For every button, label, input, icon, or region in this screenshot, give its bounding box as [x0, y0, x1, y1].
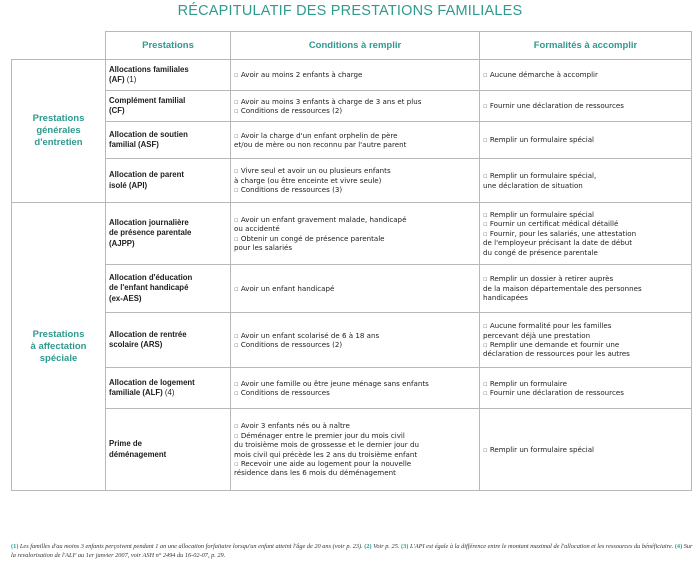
bullet-text: Recevoir une aide au logement pour la nouvelle — [240, 458, 412, 468]
bullet-text: ou accidenté — [234, 224, 280, 234]
bullet-text: Obtenir un congé de présence parentale — [240, 233, 385, 243]
bullet-line — [483, 284, 688, 293]
bullet-line — [234, 459, 476, 468]
bullet-text: Conditions de ressources (2) — [240, 106, 343, 115]
footnote-text: Sur la revalorisation de l'ALF au 1er janvier 2007, voir ASH n° 2494 du 16-02-07, p. 29. — [11, 543, 693, 559]
bullet-icon: ▫ — [483, 228, 488, 238]
bullet-icon: ▫ — [234, 458, 239, 468]
bullet-text: Remplir un dossier à retirer auprès — [489, 274, 614, 284]
prestation-name-text: Allocations familiales — [109, 64, 189, 74]
bullet-text: Remplir un formulaire spécial — [489, 444, 595, 454]
group-label-line: spéciale — [39, 352, 78, 364]
table-row — [12, 368, 692, 409]
prestation-name-line — [109, 96, 227, 106]
prestation-name — [106, 122, 231, 159]
bullet-line — [234, 224, 476, 233]
bullet-text: Remplir un formulaire spécial, — [489, 171, 597, 181]
bullet-text: Avoir un enfant scolarisé de 6 à 18 ans — [240, 330, 380, 340]
bullet-text: percevant déjà une prestation — [483, 330, 591, 340]
bullet-icon: ▫ — [234, 430, 239, 440]
prestation-name-text: scolaire (ARS) — [109, 340, 163, 349]
header-corner — [12, 32, 106, 60]
bullet-icon: ▫ — [234, 283, 239, 293]
table-row — [12, 159, 692, 203]
bullet-text: du troisième mois de grossesse et le dernier jour du — [234, 440, 419, 450]
prestation-name-line — [109, 450, 227, 460]
bullet-icon: ▫ — [483, 378, 488, 388]
prestation-name-text: de présence parentale — [109, 228, 192, 238]
prestation-name-text: (CF) — [109, 106, 125, 115]
prestation-name-line — [109, 181, 227, 191]
formalites-cell — [480, 159, 692, 203]
bullet-text: de la maison départementale des personnes — [483, 283, 642, 293]
table-row — [12, 60, 692, 91]
bullet-line — [234, 450, 476, 459]
group-label-line: Prestations — [32, 328, 85, 340]
bullet-line — [234, 440, 476, 449]
bullet-text: Avoir au moins 2 enfants à charge — [240, 70, 363, 80]
table-row — [12, 203, 692, 265]
prestation-name-line — [109, 239, 227, 249]
bullet-text: Avoir 3 enfants nés ou à naître — [240, 421, 350, 431]
bullet-line — [234, 215, 476, 224]
bullet-icon: ▫ — [483, 171, 488, 181]
footnote-number: (4) — [674, 543, 683, 550]
bullet-text: Conditions de ressources (3) — [240, 185, 343, 195]
header-prestations: Prestations — [106, 32, 231, 60]
bullet-line — [234, 468, 476, 477]
bullet-text: Avoir au moins 3 enfants à charge de 3 ans et plus — [240, 96, 422, 106]
prestation-name-line — [109, 340, 227, 350]
prestation-name — [106, 203, 231, 265]
bullet-icon: ▫ — [234, 96, 239, 106]
prestation-name — [106, 91, 231, 122]
formalites-cell — [480, 313, 692, 368]
prestation-name-line — [109, 106, 227, 116]
formalites-cell — [480, 409, 692, 491]
header-conditions: Conditions à remplir — [231, 32, 480, 60]
conditions-cell — [231, 122, 480, 159]
bullet-text: Remplir un formulaire spécial — [489, 135, 595, 145]
prestation-name-text: déménagement — [109, 449, 167, 459]
bullet-text: de l'employeur précisant la date de début — [483, 238, 633, 248]
bullet-icon: ▫ — [234, 421, 239, 431]
footnote-number: (2) — [364, 543, 372, 550]
footnote-number: (1) — [11, 543, 19, 550]
group-label-line: générales — [36, 125, 81, 136]
bullet-icon: ▫ — [483, 101, 488, 111]
bullet-icon: ▫ — [234, 70, 239, 80]
bullet-line — [483, 181, 688, 190]
bullet-line — [483, 171, 688, 180]
prestation-name-line — [109, 439, 227, 449]
bullet-text: Remplir un formulaire — [489, 378, 568, 388]
bullet-line — [483, 388, 688, 397]
prestation-name-text: (AF) — [109, 75, 125, 84]
formalites-cell — [480, 368, 692, 409]
bullet-text: Conditions de ressources — [240, 388, 330, 397]
prestation-name — [106, 159, 231, 203]
bullet-icon: ▫ — [234, 106, 239, 115]
bullet-line — [234, 340, 476, 349]
table-row — [12, 265, 692, 313]
bullet-line — [483, 101, 688, 110]
prestation-name-line — [109, 330, 227, 340]
bullet-text: Aucune formalité pour les familles — [489, 321, 612, 331]
group-label — [12, 60, 106, 203]
bullet-text: Aucune démarche à accomplir — [489, 70, 598, 80]
bullet-line — [483, 135, 688, 144]
bullet-text: Remplir un formulaire spécial — [489, 209, 595, 219]
bullet-icon: ▫ — [483, 274, 488, 284]
footnote-text: L'API est égale à la différence entre le montant maximal de l'allocation et les ressources du bénéficiaire. — [409, 543, 674, 550]
prestation-name-text: isolé (API) — [109, 180, 148, 190]
bullet-line — [483, 238, 688, 247]
bullet-icon: ▫ — [234, 185, 239, 195]
bullet-line — [234, 131, 476, 140]
bullet-text: Avoir un enfant gravement malade, handicapé — [240, 214, 407, 224]
conditions-cell — [231, 60, 480, 91]
prestation-name-text: familial (ASF) — [109, 140, 159, 149]
bullet-text: Déménager entre le premier jour du mois civil — [240, 430, 405, 440]
bullet-text: Fournir une déclaration de ressources — [489, 388, 624, 397]
conditions-cell — [231, 91, 480, 122]
prestation-name-line — [109, 378, 227, 388]
prestation-name-line — [109, 218, 227, 228]
bullet-icon: ▫ — [483, 135, 488, 145]
group-label-line: Prestations — [32, 113, 85, 124]
bullet-text: mois civil qui précède les 2 ans du troisième enfant — [234, 449, 418, 459]
bullet-text: Fournir une déclaration de ressources — [489, 101, 624, 111]
bullet-icon: ▫ — [483, 388, 488, 397]
bullet-text: Fournir, pour les salariés, une attestation — [489, 228, 637, 238]
bullet-line — [234, 140, 476, 149]
bullet-line — [483, 248, 688, 257]
prestation-name-text: Allocation de logement — [109, 377, 195, 387]
prestation-name-text: Allocation de soutien — [109, 129, 188, 139]
prestation-ref: (1) — [126, 75, 137, 84]
bullet-icon: ▫ — [483, 209, 488, 219]
formalites-cell — [480, 91, 692, 122]
prestation-name-text: (ex-AES) — [109, 293, 142, 303]
table-row — [12, 313, 692, 368]
prestation-name-text: Prime de — [109, 439, 142, 449]
bullet-icon: ▫ — [234, 330, 239, 340]
prestation-name-text: Allocation d'éducation — [109, 273, 193, 283]
bullet-icon: ▫ — [234, 130, 239, 140]
bullet-line — [483, 445, 688, 454]
prestation-name-line — [109, 388, 227, 398]
recap-table — [11, 31, 692, 491]
prestation-name-text: Allocation de rentrée — [109, 329, 187, 339]
prestation-name-line — [109, 170, 227, 180]
bullet-text: résidence dans les 6 mois du déménagement — [234, 468, 396, 478]
footnote-text: Les familles d'au moins 3 enfants perçoivent pendant 1 an une allocation forfaitaire lorsqu'un enfant atteint l'âge de 20 ans (voir p. 23). — [19, 543, 363, 550]
bullet-line — [234, 106, 476, 115]
prestation-name-line — [109, 75, 227, 85]
bullet-icon: ▫ — [483, 444, 488, 454]
bullet-line — [234, 379, 476, 388]
formalites-cell — [480, 60, 692, 91]
page-title: RÉCAPITULATIF DES PRESTATIONS FAMILIALES — [177, 3, 523, 19]
table-header-row — [12, 32, 692, 60]
prestation-name-line — [109, 283, 227, 293]
bullet-icon: ▫ — [234, 233, 239, 243]
bullet-icon: ▫ — [483, 70, 488, 80]
prestation-ref: (4) — [164, 388, 175, 397]
prestation-name — [106, 313, 231, 368]
bullet-icon: ▫ — [234, 378, 239, 388]
bullet-text: Vivre seul et avoir un ou plusieurs enfants — [240, 166, 391, 176]
table-body — [12, 32, 692, 491]
prestation-name — [106, 265, 231, 313]
bullet-line — [234, 166, 476, 175]
prestation-name-text: familiale (ALF) — [109, 388, 163, 397]
group-label-line: à affectation — [30, 340, 87, 352]
bullet-text: Remplir une demande et fournir une — [489, 340, 620, 349]
prestation-name-line — [109, 228, 227, 238]
prestation-name-line — [109, 130, 227, 140]
bullet-line — [483, 210, 688, 219]
bullet-text: et/ou de mère ou non reconnu par l'autre parent — [234, 140, 407, 149]
bullet-text: Avoir une famille ou être jeune ménage sans enfants — [240, 378, 429, 388]
bullet-line — [234, 234, 476, 243]
bullet-line — [234, 421, 476, 430]
prestation-name — [106, 409, 231, 491]
table-row — [12, 122, 692, 159]
bullet-icon: ▫ — [234, 388, 239, 397]
conditions-cell — [231, 203, 480, 265]
prestation-name-text: (AJPP) — [109, 238, 135, 248]
prestation-name-line — [109, 294, 227, 304]
bullet-line — [234, 243, 476, 252]
bullet-line — [483, 379, 688, 388]
bullet-line — [234, 176, 476, 185]
conditions-cell — [231, 265, 480, 313]
bullet-line — [483, 349, 688, 358]
formalites-cell — [480, 203, 692, 265]
formalites-cell — [480, 265, 692, 313]
bullet-text: handicapées — [483, 293, 528, 303]
prestation-name — [106, 60, 231, 91]
bullet-text: une déclaration de situation — [483, 180, 583, 190]
footnotes — [11, 542, 693, 560]
bullet-line — [483, 229, 688, 238]
bullet-line — [483, 340, 688, 349]
prestation-name — [106, 368, 231, 409]
prestation-name-line — [109, 65, 227, 75]
footnote-number: (3) — [401, 543, 409, 550]
prestation-name-line — [109, 273, 227, 283]
bullet-line — [483, 293, 688, 302]
prestation-name-text: de l'enfant handicapé — [109, 283, 189, 293]
prestation-name-line — [109, 140, 227, 150]
bullet-text: Fournir un certificat médical détaillé — [489, 219, 619, 229]
bullet-line — [234, 97, 476, 106]
bullet-text: du congé de présence parentale — [483, 247, 598, 257]
bullet-line — [483, 321, 688, 330]
table-row — [12, 91, 692, 122]
bullet-icon: ▫ — [234, 166, 239, 176]
bullet-icon: ▫ — [483, 340, 488, 349]
bullet-text: pour les salariés — [234, 242, 293, 252]
header-formalites: Formalités à accomplir — [480, 32, 692, 60]
bullet-line — [234, 70, 476, 79]
bullet-line — [483, 331, 688, 340]
bullet-line — [234, 331, 476, 340]
bullet-line — [483, 219, 688, 228]
bullet-icon: ▫ — [234, 214, 239, 224]
bullet-text: déclaration de ressources pour les autres — [483, 349, 630, 359]
bullet-icon: ▫ — [483, 219, 488, 229]
footnote-text: Voir p. 25. — [373, 543, 400, 550]
conditions-cell — [231, 368, 480, 409]
conditions-cell — [231, 159, 480, 203]
prestation-name-text: Allocation de parent — [109, 170, 184, 180]
prestation-name-text: Complément familial — [109, 95, 186, 105]
group-label-line: d'entretien — [34, 137, 83, 148]
prestation-name-text: Allocation journalière — [109, 218, 189, 228]
formalites-cell — [480, 122, 692, 159]
bullet-line — [483, 274, 688, 283]
bullet-line — [234, 284, 476, 293]
bullet-line — [234, 388, 476, 397]
bullet-text: Conditions de ressources (2) — [240, 340, 343, 349]
bullet-text: Avoir un enfant handicapé — [240, 283, 335, 293]
conditions-cell — [231, 409, 480, 491]
bullet-line — [234, 185, 476, 194]
bullet-icon: ▫ — [234, 340, 239, 349]
table-row — [12, 409, 692, 491]
conditions-cell — [231, 313, 480, 368]
group-label — [12, 203, 106, 491]
bullet-icon: ▫ — [483, 321, 488, 331]
bullet-line — [483, 70, 688, 79]
bullet-text: Avoir la charge d'un enfant orphelin de père — [240, 130, 398, 140]
bullet-text: à charge (ou être enceinte et vivre seule) — [234, 175, 382, 185]
bullet-line — [234, 431, 476, 440]
